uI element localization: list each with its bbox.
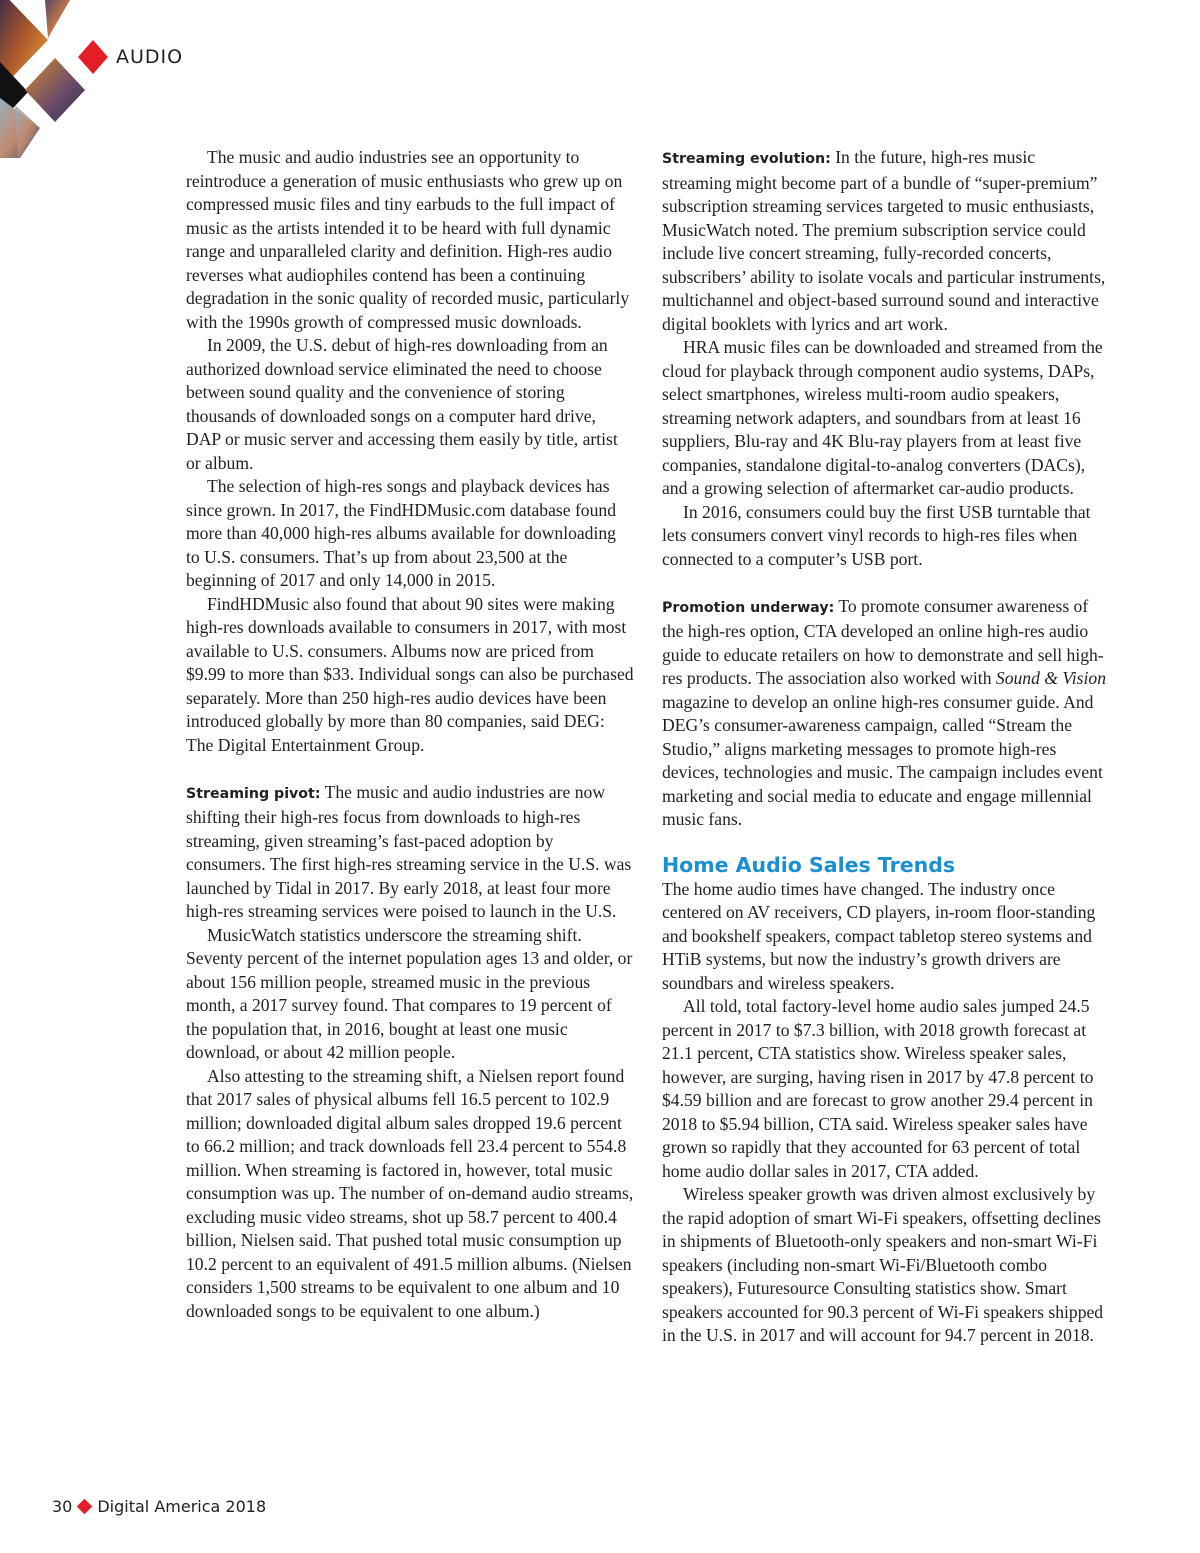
paragraph-lead-in: Streaming evolution: <box>662 151 831 167</box>
body-paragraph: In 2016, consumers could buy the first USB turntable that lets consumers convert vinyl records to high-res files when connected to a computer’s USB port. <box>662 501 1091 569</box>
body-paragraph: In 2009, the U.S. debut of high-res downloading from an authorized download service eliminated the need to choose between sound quality and the convenience of storing thousands of downloaded songs on a computer hard drive, DAP or music server and accessing them easily by title, artist or album. <box>186 335 618 473</box>
road-image-tile <box>25 58 85 122</box>
section-label: AUDIO <box>116 46 184 68</box>
body-paragraph <box>662 146 1107 336</box>
right-column <box>662 146 1107 1348</box>
body-paragraph: All told, total factory-level home audio sales jumped 24.5 percent in 2017 to $7.3 billion, with 2018 growth forecast at 21.1 percent, CTA statistics show. Wireless speaker sales, however, are surging, having risen in 2017 by 47.8 percent to $4.59 billion and are forecast to grow another 29.4 percent in 2018 to $5.94 billion, CTA said. Wireless speaker sales have grown so rapidly that they accounted for 63 percent of total home audio dollar sales in 2017, CTA added. <box>662 996 1094 1181</box>
left-column <box>186 146 634 1323</box>
paragraph-text: In the future, high-res music streaming might become part of a bundle of “super-premium” subscription streaming services targeted to music enthusiasts, MusicWatch noted. The premium subscription service could include live concert streaming, fully-recorded concerts, subscribers’ ability to isolate vocals and particular instruments, multichannel and object-based surround sound and interactive digital booklets with lyrics and art work. <box>662 147 1106 334</box>
body-paragraph <box>662 595 1107 832</box>
section-heading: Home Audio Sales Trends <box>662 852 956 877</box>
body-paragraph: The music and audio industries see an opportunity to reintroduce a generation of music enthusiasts who grew up on compressed music files and tiny earbuds to the full impact of music as the artists intended it to be heard with full dynamic range and unparalleled clarity and definition. High-res audio reverses what audiophiles contend has been a continuing degradation in the sonic quality of recorded music, particularly with the 1990s growth of compressed music downloads. <box>186 147 630 332</box>
body-paragraph: The home audio times have changed. The industry once centered on AV receivers, CD players, in-room floor-standing and bookshelf speakers, compact tabletop stereo systems and HTiB systems, but now the industry’s growth drivers are soundbars and wireless speakers. <box>662 878 1096 993</box>
paragraph-lead-in: Promotion underway: <box>662 599 835 616</box>
red-diamond-icon <box>77 1499 93 1515</box>
body-paragraph: FindHDMusic also found that about 90 sites were making high-res downloads available to consumers in 2017, with most available to U.S. consumers. Albums now are priced from $9.99 to more than $33. Individual songs can also be purchased separately. More than 250 high-res audio devices have been introduced globally by more than 80 companies, said DEG: The Digital Entertainment Group. <box>186 593 634 755</box>
paragraph-text: The music and audio industries are now shifting their high-res focus from downloads to high-res streaming, given streaming’s fast-paced adoption by consumers. The first high-res streaming service in the U.S. was launched by Tidal in 2017. By early 2018, at least four more high-res streaming services were poised to launch in the U.S. <box>186 781 632 921</box>
paragraph-text: To promote consumer awareness of the high-res option, CTA developed an online high-res audio guide to educate retailers on how to demonstrate and sell high-res products. The association also worked with <box>662 595 1104 688</box>
paragraph-lead-in: Streaming pivot: <box>186 785 321 802</box>
red-diamond-tile <box>78 40 108 74</box>
paragraph-text: magazine to develop an online high-res consumer guide. And DEG’s consumer-awareness campaign, called “Stream the Studio,” aligns marketing messages to promote high-res devices, technologies and music. The campaign includes event marketing and social media to educate and engage millennial music fans. <box>662 691 1103 829</box>
body-paragraph <box>186 781 634 924</box>
body-paragraph: MusicWatch statistics underscore the streaming shift. Seventy percent of the internet population ages 13 and older, or about 156 million people, streamed music in the previous month, a 2017 survey found. That compares to 19 percent of the population that, in 2016, bought at least one music download, or about 42 million people. <box>186 924 633 1062</box>
body-paragraph: Wireless speaker growth was driven almost exclusively by the rapid adoption of smart Wi-Fi speakers, offsetting declines in shipments of Bluetooth-only speakers and non-smart Wi-Fi speakers (including non-smart Wi-Fi/Bluetooth combo speakers), Futuresource Consulting statistics show. Smart speakers accounted for 90.3 percent of Wi-Fi speakers shipped in the U.S. in 2017 and will account for 94.7 percent in 2018. <box>662 1184 1104 1345</box>
section-logo <box>0 0 110 160</box>
publication-name: Digital America 2018 <box>97 1497 267 1516</box>
body-paragraph: HRA music files can be downloaded and streamed from the cloud for playback through component audio systems, DAPs, select smartphones, wireless multi-room audio speakers, streaming network adapters, and soundbars from at least 16 suppliers, Blu-ray and 4K Blu-ray players from at least five companies, standalone digital-to-analog converters (DACs), and a growing selection of aftermarket car-audio products. <box>662 337 1103 498</box>
magazine-title: Sound & Vision <box>995 668 1107 688</box>
body-paragraph: The selection of high-res songs and playback devices has since grown. In 2017, the FindHDMusic.com database found more than 40,000 high-res albums available for downloading to U.S. consumers. That’s up from about 23,500 at the beginning of 2017 and only 14,000 in 2015. <box>186 476 616 590</box>
page-footer <box>52 1497 266 1516</box>
body-paragraph: Also attesting to the streaming shift, a Nielsen report found that 2017 sales of physical albums fell 16.5 percent to 102.9 million; downloaded digital album sales dropped 19.6 percent to 66.2 million; and track downloads fell 23.4 percent to 554.8 million. When streaming is factored in, however, total music consumption was up. The number of on-demand audio streams, excluding music video streams, shot up 58.7 percent to 400.4 billion, Nielsen said. That pushed total music consumption up 10.2 percent to an equivalent of 491.5 million albums. (Nielsen considers 1,500 streams to be equivalent to one album and 10 downloaded songs to be equivalent to one album.) <box>186 1065 634 1321</box>
page-number: 30 <box>52 1497 73 1516</box>
